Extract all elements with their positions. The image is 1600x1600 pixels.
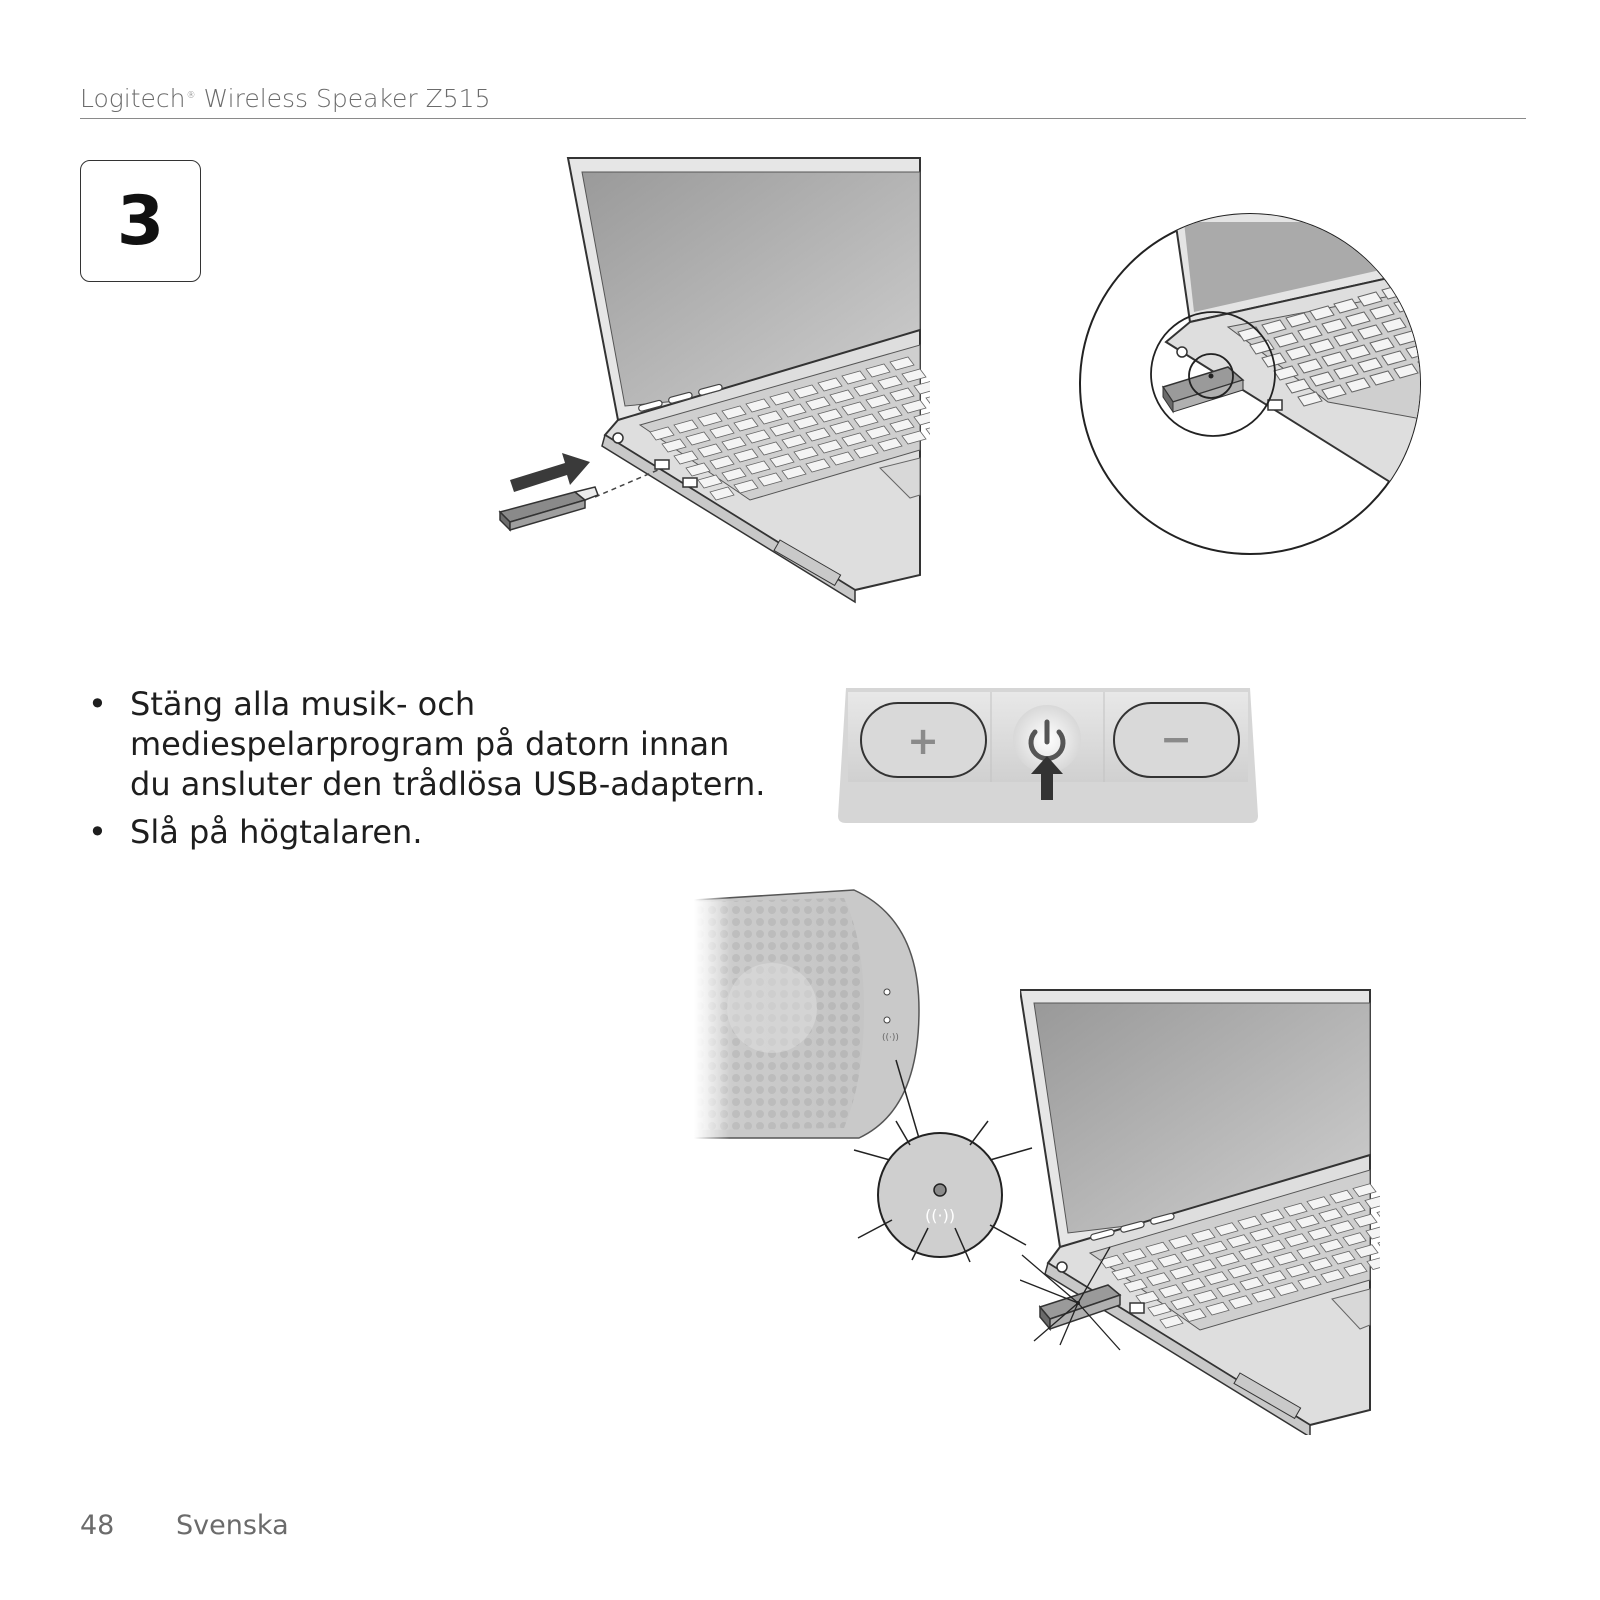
step-number-box (80, 160, 201, 282)
wireless-indicator-zoom (840, 1120, 1040, 1280)
instruction-list (88, 684, 768, 860)
wireless-indicator-icon: ((·)) (925, 1206, 956, 1225)
keyboard-key (1418, 324, 1423, 338)
usb-port (655, 460, 669, 469)
svg-text:((·)): ((·)) (882, 1033, 899, 1043)
keyboard-key (926, 393, 930, 406)
keyboard-key (1378, 1238, 1380, 1251)
insert-arrow-icon (510, 453, 590, 492)
instruction-item: • Slå på högtalaren. (88, 812, 768, 852)
keyboard-key (1406, 278, 1423, 292)
usb-adapter (500, 487, 598, 530)
header-divider (80, 118, 1526, 119)
keyboard-key (1377, 1208, 1380, 1221)
keyboard-key (926, 424, 930, 437)
product-name: Wireless Speaker Z515 (203, 84, 491, 113)
instruction-item: • Stäng alla musik- och mediespelarprogram på datorn innan du ansluter den trådlösa USB-adaptern. (88, 684, 768, 804)
laptop-adapter-connected-illustration (1020, 985, 1380, 1435)
step-number: 3 (116, 181, 165, 261)
keyboard-key (1418, 291, 1423, 305)
running-header (80, 84, 491, 113)
brand-name: Logitech (80, 84, 186, 113)
zoom-circle-illustration (1078, 212, 1423, 557)
page-number: 48 (80, 1510, 115, 1541)
laptop-usb-insert-illustration (490, 150, 930, 620)
volume-up-label: + (907, 719, 939, 763)
registered-mark: ® (186, 90, 196, 101)
speaker-control-panel (836, 686, 1260, 826)
footer-language: Svenska (176, 1510, 289, 1541)
volume-down-label: − (1160, 717, 1192, 761)
